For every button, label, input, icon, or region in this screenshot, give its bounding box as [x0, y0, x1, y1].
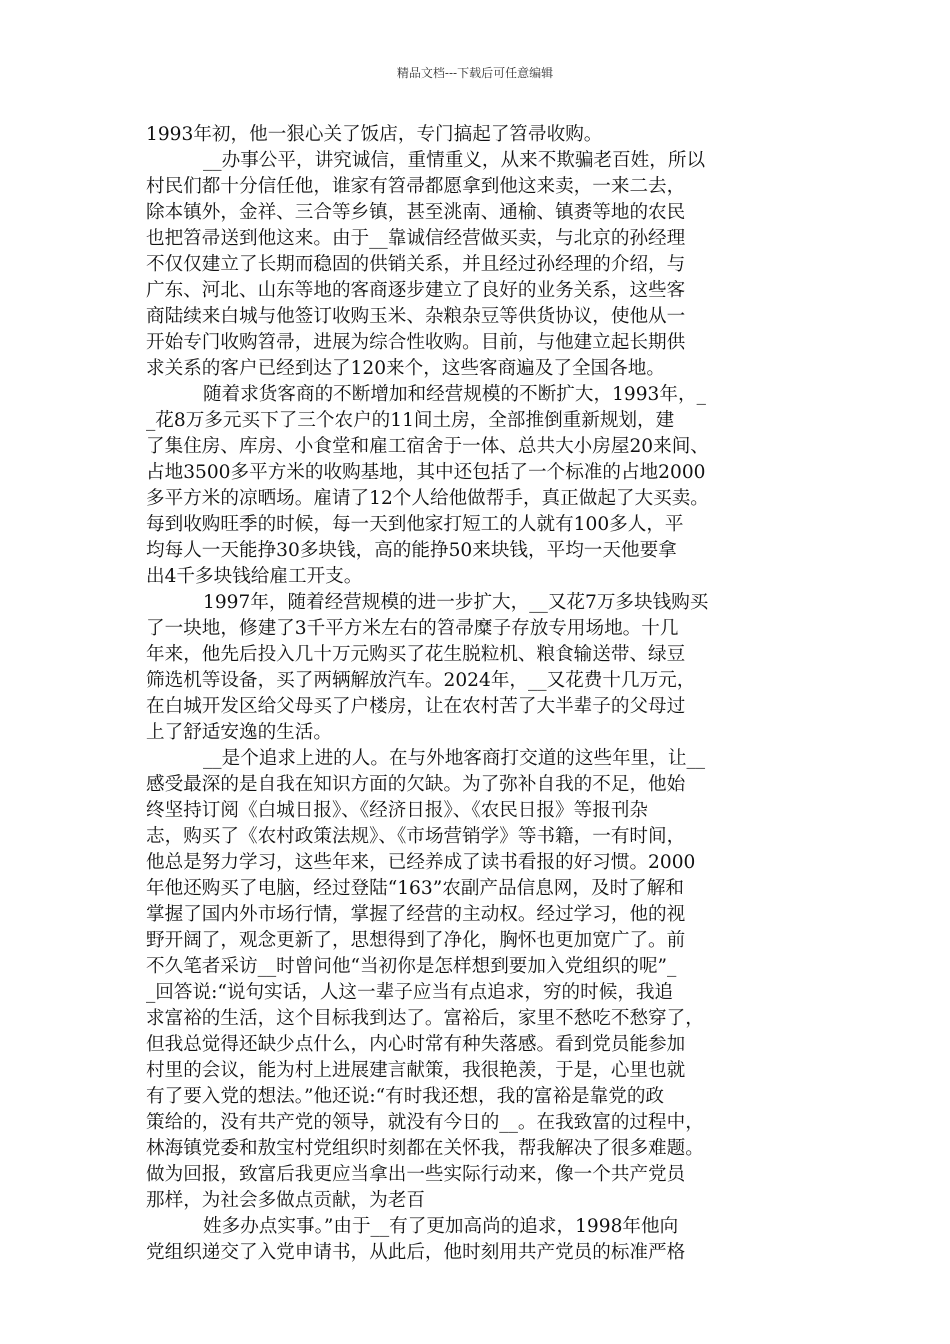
text-line: 1997年，随着经营规模的进一步扩大，__又花7万多块钱购买: [203, 592, 709, 613]
text-line: 均每人一天能挣30多块钱，高的能挣50来块钱，平均一天他要拿: [146, 540, 677, 561]
text-line: 那样，为社会多做点贡献，为老百: [146, 1190, 425, 1211]
text-line: 上了舒适安逸的生活。: [146, 722, 332, 743]
text-line: 年来，他先后投入几十万元购买了花生脱粒机、粮食输送带、绿豆: [146, 644, 686, 665]
text-line: 野开阔了，观念更新了，思想得到了净化，胸怀也更加宽广了。前: [146, 930, 686, 951]
text-line: 感受最深的是自我在知识方面的欠缺。为了弥补自我的不足，他始: [146, 774, 686, 795]
text-line: 年他还购买了电脑，经过登陆“163”农副产品信息网，及时了解和: [146, 878, 684, 899]
text-line: __办事公平，讲究诚信，重情重义，从来不欺骗老百姓，所以: [203, 150, 706, 171]
text-line: 了集住房、库房、小食堂和雇工宿舍于一体、总共大小房屋20来间、: [146, 436, 709, 457]
text-line: 1993年初，他一狠心关了饭店，专门搞起了笤帚收购。: [146, 124, 603, 145]
text-line: 做为回报，致富后我更应当拿出一些实际行动来，像一个共产党员: [146, 1164, 686, 1185]
text-line: 林海镇党委和敖宝村党组织时刻都在关怀我，帮我解决了很多难题。: [146, 1138, 704, 1159]
text-line: 有了要入党的想法。”他还说:“有时我还想，我的富裕是靠党的政: [146, 1086, 665, 1107]
text-line: 不久笔者采访__时曾问他“当初你是怎样想到要加入党组织的呢”_: [146, 956, 677, 977]
text-line: 随着求货客商的不断增加和经营规模的不断扩大，1993年，_: [203, 384, 706, 405]
text-line: 商陆续来白城与他签订收购玉米、杂粮杂豆等供货协议，使他从一: [146, 306, 686, 327]
text-line: _花8万多元买下了三个农户的11间土房，全部推倒重新规划，建: [146, 410, 675, 431]
text-line: 开始专门收购笤帚，进展为综合性收购。目前，与他建立起长期供: [146, 332, 686, 353]
text-line: 出4千多块钱给雇工开支。: [146, 566, 363, 587]
text-line: 姓多办点实事。”由于__有了更加高尚的追求，1998年他向: [203, 1216, 679, 1237]
text-line: 了一块地，修建了3千平方米左右的笤帚糜子存放专用场地。十几: [146, 618, 679, 639]
text-line: 但我总觉得还缺少点什么，内心时常有种失落感。看到党员能参加: [146, 1034, 686, 1055]
text-line: 策给的，没有共产党的领导，就没有今日的__。在我致富的过程中，: [146, 1112, 704, 1133]
text-line: _回答说:“说句实话，人这一辈子应当有点追求，穷的时候，我追: [146, 982, 674, 1003]
text-line: 他总是努力学习，这些年来，已经养成了读书看报的好习惯。2000: [146, 852, 696, 873]
text-line: 村民们都十分信任他，谁家有笤帚都愿拿到他这来卖，一来二去，: [146, 176, 686, 197]
text-line: 每到收购旺季的时候，每一天到他家打短工的人就有100多人，平: [146, 514, 684, 535]
text-line: 掌握了国内外市场行情，掌握了经营的主动权。经过学习，他的视: [146, 904, 686, 925]
text-line: 村里的会议，能为村上进展建言献策，我很艳羡，于是，心里也就: [146, 1060, 686, 1081]
text-line: 志，购买了《农村政策法规》、《市场营销学》等书籍，一有时间，: [146, 826, 686, 847]
page-header: 精品文档---下载后可任意编辑: [396, 66, 554, 80]
text-line: 也把笤帚送到他这来。由于__靠诚信经营做买卖，与北京的孙经理: [146, 228, 686, 249]
text-line: 占地3500多平方米的收购基地，其中还包括了一个标准的占地2000: [146, 462, 706, 483]
text-line: 求关系的客户已经到达了120来个，这些客商遍及了全国各地。: [146, 358, 665, 379]
text-line: __是个追求上进的人。在与外地客商打交道的这些年里，让__: [203, 748, 706, 769]
text-line: 多平方米的凉晒场。雇请了12个人给他做帮手，真正做起了大买卖。: [146, 488, 709, 509]
text-line: 终坚持订阅《白城日报》、《经济日报》、《农民日报》等报刊杂: [146, 800, 649, 821]
text-line: 筛选机等设备，买了两辆解放汽车。2024年，__又花费十几万元，: [146, 670, 696, 691]
text-line: 在白城开发区给父母买了户楼房，让在农村苦了大半辈子的父母过: [146, 696, 686, 717]
text-line: 党组织递交了入党申请书，从此后，他时刻用共产党员的标准严格: [146, 1242, 686, 1263]
text-line: 不仅仅建立了长期而稳固的供销关系，并且经过孙经理的介绍，与: [146, 254, 686, 275]
text-line: 广东、河北、山东等地的客商逐步建立了良好的业务关系，这些客: [146, 280, 686, 301]
text-line: 除本镇外，金祥、三合等乡镇，甚至洮南、通榆、镇赉等地的农民: [146, 202, 686, 223]
document-body: [146, 122, 826, 1266]
text-line: 求富裕的生活，这个目标我到达了。富裕后，家里不愁吃不愁穿了，: [146, 1008, 704, 1029]
